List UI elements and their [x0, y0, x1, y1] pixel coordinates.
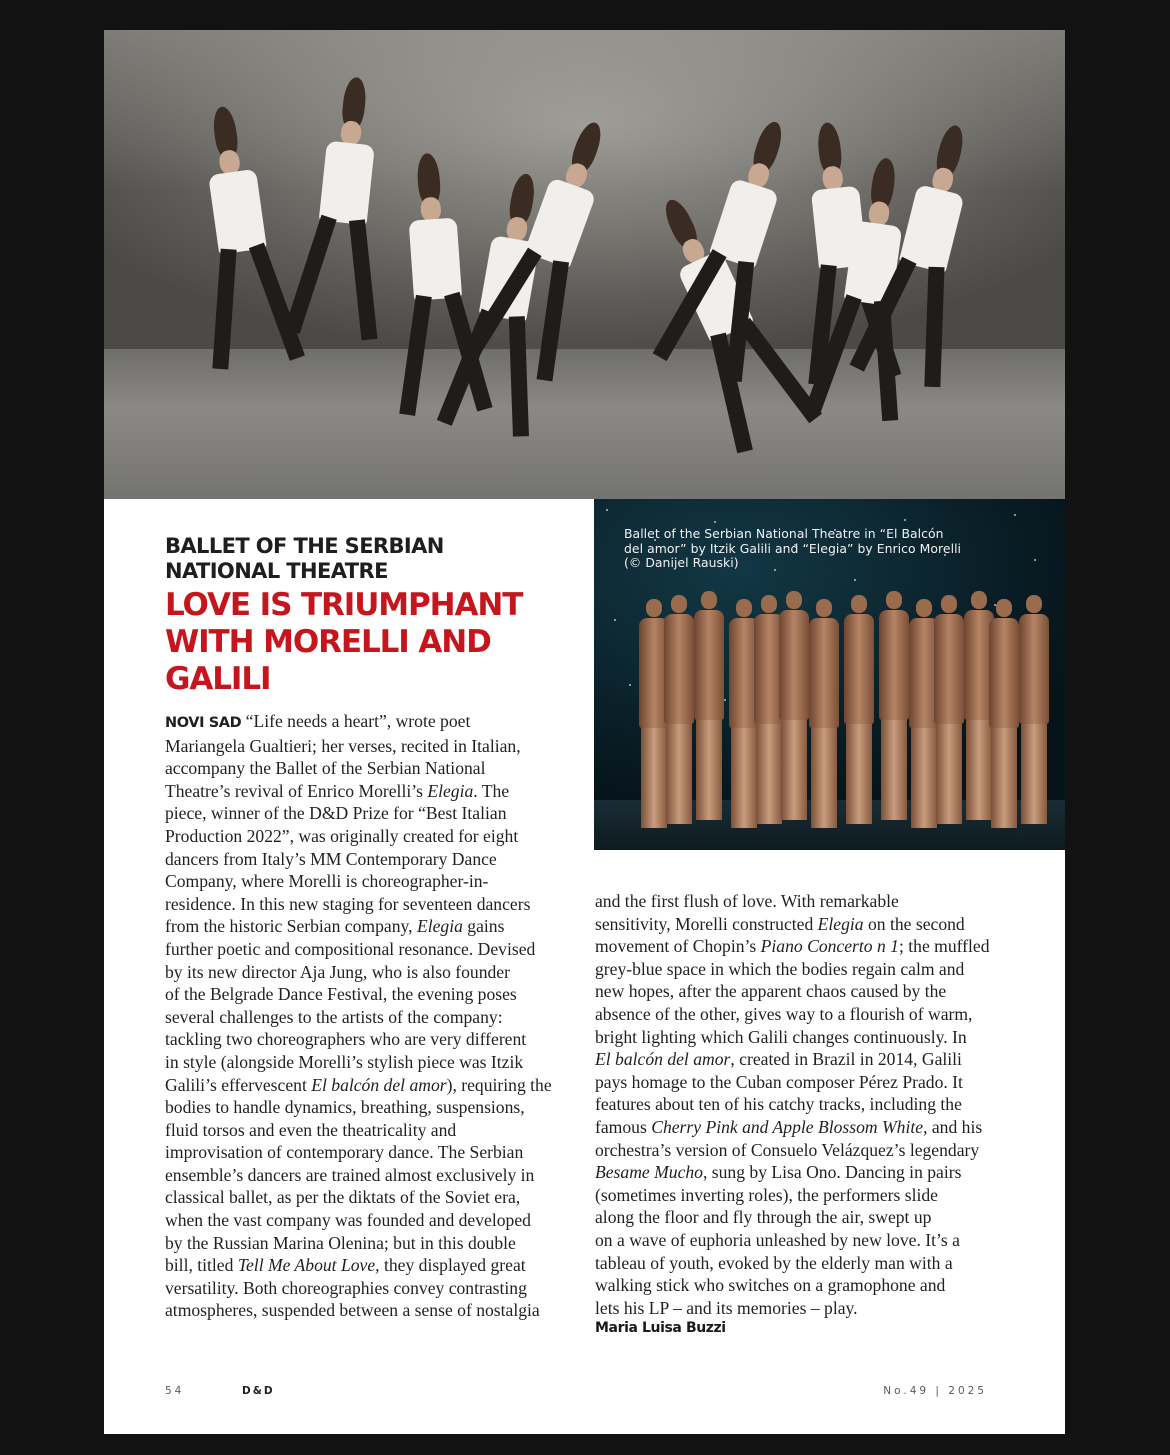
text-run: improvisation of contemporary dance. The Serbian: [165, 1142, 524, 1163]
performer-head: [761, 595, 777, 613]
text-run: in style (alongside Morelli’s stylish piece was Itzik: [165, 1051, 524, 1072]
body-line: [165, 848, 557, 871]
performer-figure: [879, 591, 909, 820]
dancer-legl: [284, 215, 336, 334]
body-column-right: [595, 890, 999, 1337]
dateline: NOVI SAD: [165, 715, 242, 731]
body-line: [595, 1003, 999, 1026]
author-byline: Maria Luisa Buzzi: [595, 1320, 726, 1337]
performer-head: [1026, 595, 1042, 613]
performer-legs: [991, 728, 1017, 828]
body-line: [165, 1277, 557, 1300]
dancer-shirt: [319, 141, 375, 226]
italic-title: Cherry Pink and Apple Blossom White: [651, 1116, 924, 1137]
body-line: [165, 983, 557, 1006]
article-kicker: [165, 534, 565, 584]
text-run: Theatre’s revival of Enrico Morelli’s: [165, 780, 428, 801]
body-line: [165, 1119, 557, 1142]
text-run: when the vast company was founded and developed: [165, 1210, 531, 1231]
body-line: [595, 1184, 999, 1207]
body-line: [595, 1274, 999, 1297]
performer-body: [664, 614, 694, 724]
body-line: [165, 1028, 557, 1051]
performer-body: [844, 614, 874, 724]
performer-legs: [811, 728, 837, 828]
performer-head: [671, 595, 687, 613]
body-line: [595, 958, 999, 981]
performer-head: [701, 591, 717, 609]
body-line: [595, 1093, 999, 1116]
text-run: versatility. Both choreographies convey contrasting: [165, 1277, 527, 1298]
text-run: along the floor and fly through the air, swept up: [595, 1207, 932, 1228]
text-run: classical ballet, as per the diktats of the Soviet era,: [165, 1187, 521, 1208]
italic-title: El balcón del amor: [595, 1049, 731, 1070]
text-run: orchestra’s version of Consuelo Velázquez’s legendary: [595, 1139, 980, 1160]
performer-figure: [779, 591, 809, 820]
body-text: [241, 711, 470, 731]
text-run: further poetic and compositional resonance. Devised: [165, 938, 536, 959]
text-run: sensitivity, Morelli constructed: [595, 913, 818, 934]
text-run: on the second: [863, 913, 965, 934]
text-run: ), requiring the: [446, 1074, 552, 1095]
text-run: walking stick who switches on a gramophone and: [595, 1275, 946, 1296]
star-dot: [606, 509, 608, 511]
performer-figure: [694, 591, 724, 820]
italic-title: Piano Concerto n 1: [760, 936, 899, 957]
performer-head: [916, 599, 932, 617]
body-line: [165, 1186, 557, 1209]
article-headline: [165, 587, 585, 698]
body-line: [165, 802, 557, 825]
italic-title: Besame Mucho: [595, 1162, 703, 1183]
text-run: . The: [473, 780, 510, 801]
performer-legs: [781, 720, 807, 820]
headline-line: WITH MORELLI AND: [165, 624, 491, 660]
body-lines: [595, 890, 999, 1319]
text-run: ensemble’s dancers are trained almost exclusively in: [165, 1164, 535, 1185]
body-line: [165, 893, 557, 916]
performer-figure: [844, 595, 874, 824]
text-run: Galili’s effervescent: [165, 1074, 312, 1095]
performer-figure: [1019, 595, 1049, 824]
star-dot: [714, 521, 716, 523]
text-run: (sometimes inverting roles), the performers slide: [595, 1184, 938, 1205]
performer-head: [996, 599, 1012, 617]
italic-title: Elegia: [817, 913, 864, 934]
text-run: Production 2022”, was originally created for eight: [165, 825, 519, 846]
headline-line: GALILI: [165, 661, 271, 697]
secondary-photo: [594, 499, 1065, 850]
body-line: [595, 1026, 999, 1049]
body-line: [595, 935, 999, 958]
text-run: by the Russian Marina Olenina; but in this double: [165, 1232, 516, 1253]
text-run: several challenges to the artists of the company:: [165, 1006, 503, 1027]
text-run: gains: [462, 916, 505, 937]
text-run: grey-blue space in which the bodies regain calm and: [595, 958, 965, 979]
text-run: tableau of youth, evoked by the elderly man with a: [595, 1252, 953, 1273]
body-line-first: [165, 710, 557, 735]
body-line: [165, 1051, 557, 1074]
caption-line: Ballet of the Serbian National Theatre in “El Balcón: [624, 526, 944, 541]
text-run: Mariangela Gualtieri; her verses, recited in Italian,: [165, 735, 521, 756]
performer-head: [786, 591, 802, 609]
body-line: [165, 1299, 557, 1322]
text-run: they displayed great: [379, 1255, 526, 1276]
body-line: [595, 1048, 999, 1071]
star-dot: [629, 684, 631, 686]
performer-head: [816, 599, 832, 617]
body-line: [595, 1116, 999, 1139]
body-line: [165, 870, 557, 893]
body-line: [165, 1141, 557, 1164]
stage-floor: [104, 349, 1065, 499]
body-line: [165, 1209, 557, 1232]
body-line: [165, 1074, 557, 1097]
performer-body: [934, 614, 964, 724]
text-run: ; the muffled: [898, 936, 990, 957]
performer-head: [971, 591, 987, 609]
body-lines: [165, 735, 557, 1322]
performer-figure: [809, 599, 839, 828]
kicker-line: NATIONAL THEATRE: [165, 559, 388, 583]
caption-line: (© Danijel Rauski): [624, 555, 739, 570]
text-run: by its new director Aja Jung, who is also founder: [165, 961, 510, 982]
issue-info: No.49 | 2025: [883, 1385, 987, 1397]
italic-title: Elegia: [427, 780, 474, 801]
performer-body: [779, 610, 809, 720]
performer-figure: [934, 595, 964, 824]
performer-body: [809, 618, 839, 728]
text-run: atmospheres, suspended between a sense of nostalgia: [165, 1300, 540, 1321]
star-dot: [904, 519, 906, 521]
text-run: accompany the Ballet of the Serbian National: [165, 758, 486, 779]
body-line: [595, 1071, 999, 1094]
performer-head: [851, 595, 867, 613]
text-run: , sung by Lisa Ono. Dancing in pairs: [702, 1162, 962, 1183]
body-line: [165, 961, 557, 984]
performer-body: [694, 610, 724, 720]
performer-head: [736, 599, 752, 617]
performer-legs: [696, 720, 722, 820]
text-run: piece, winner of the D&D Prize for “Best Italian: [165, 803, 507, 824]
dancer-shirt: [409, 217, 462, 300]
text-run: fluid torsos and even the theatricality and: [165, 1119, 457, 1140]
italic-title: Tell Me About Love,: [237, 1255, 380, 1276]
text-run: dancers from Italy’s MM Contemporary Dance: [165, 848, 497, 869]
performer-head: [646, 599, 662, 617]
performer-head: [886, 591, 902, 609]
text-run: lets his LP – and its memories – play.: [595, 1297, 858, 1318]
text-run: bill, titled: [165, 1255, 238, 1276]
performer-body: [879, 610, 909, 720]
body-line: [595, 1139, 999, 1162]
photo-caption: [624, 527, 1044, 571]
text-run: famous: [595, 1116, 652, 1137]
italic-title: El balcón del amor: [311, 1074, 447, 1095]
star-dot: [614, 619, 616, 621]
caption-line: del amor” by Itzik Galili and “Elegia” by Enrico Morelli: [624, 540, 962, 556]
body-line: [165, 1096, 557, 1119]
body-line: [165, 780, 557, 803]
body-line: [595, 980, 999, 1003]
star-dot: [854, 579, 856, 581]
performer-figure: [989, 599, 1019, 828]
performer-legs: [1021, 724, 1047, 824]
text-run: residence. In this new staging for seventeen dancers: [165, 893, 531, 914]
text-run: absence of the other, gives way to a flourish of warm,: [595, 1003, 973, 1024]
body-line: [165, 735, 557, 758]
star-dot: [724, 699, 726, 701]
text-run: , and his: [923, 1116, 983, 1137]
text-run: features about ten of his catchy tracks, including the: [595, 1094, 962, 1115]
body-line: [165, 1006, 557, 1029]
body-line: [165, 1254, 557, 1277]
text-run: from the historic Serbian company,: [165, 916, 417, 937]
text-run: pays homage to the Cuban composer Pérez Prado. It: [595, 1071, 963, 1092]
text-run: bodies to handle dynamics, breathing, suspensions,: [165, 1097, 525, 1118]
performer-legs: [936, 724, 962, 824]
star-dot: [1014, 514, 1016, 516]
body-line: [595, 913, 999, 936]
body-line: [165, 757, 557, 780]
text-run: and the first flush of love. With remarkable: [595, 891, 899, 911]
text-run: of the Belgrade Dance Festival, the evening poses: [165, 984, 517, 1005]
body-line: [595, 1161, 999, 1184]
performer-legs: [846, 724, 872, 824]
magazine-name: D&D: [242, 1385, 275, 1397]
body-column-left: [165, 710, 557, 1322]
text-run: “Life needs a heart”, wrote poet: [241, 711, 471, 731]
performer-body: [989, 618, 1019, 728]
performer-body: [1019, 614, 1049, 724]
text-run: tackling two choreographers who are very different: [165, 1029, 527, 1050]
body-line: [595, 1297, 999, 1320]
body-line: [165, 825, 557, 848]
body-line: [165, 938, 557, 961]
hero-photo: [104, 30, 1065, 499]
italic-title: Elegia: [416, 916, 463, 937]
performer-legs: [881, 720, 907, 820]
body-line: [595, 1252, 999, 1275]
kicker-line: BALLET OF THE SERBIAN: [165, 534, 444, 558]
body-line: [595, 890, 999, 913]
body-line: [165, 915, 557, 938]
headline-line: LOVE IS TRIUMPHANT: [165, 587, 523, 623]
page-number: 54: [165, 1385, 185, 1397]
text-run: bright lighting which Galili changes continuously. In: [595, 1026, 967, 1047]
dancer-legr: [509, 316, 529, 436]
text-run: movement of Chopin’s: [595, 936, 761, 957]
performer-head: [941, 595, 957, 613]
performer-legs: [666, 724, 692, 824]
body-line: [165, 1164, 557, 1187]
body-line: [165, 1232, 557, 1255]
text-run: new hopes, after the apparent chaos caused by the: [595, 981, 947, 1002]
text-run: on a wave of euphoria unleashed by new love. It’s a: [595, 1229, 960, 1250]
text-run: , created in Brazil in 2014, Galili: [730, 1049, 962, 1070]
text-run: Company, where Morelli is choreographer-in-: [165, 871, 489, 892]
body-line: [595, 1229, 999, 1252]
performer-figure: [664, 595, 694, 824]
magazine-page: [104, 30, 1065, 1434]
body-line: [595, 1206, 999, 1229]
dancer-legr: [349, 219, 377, 340]
